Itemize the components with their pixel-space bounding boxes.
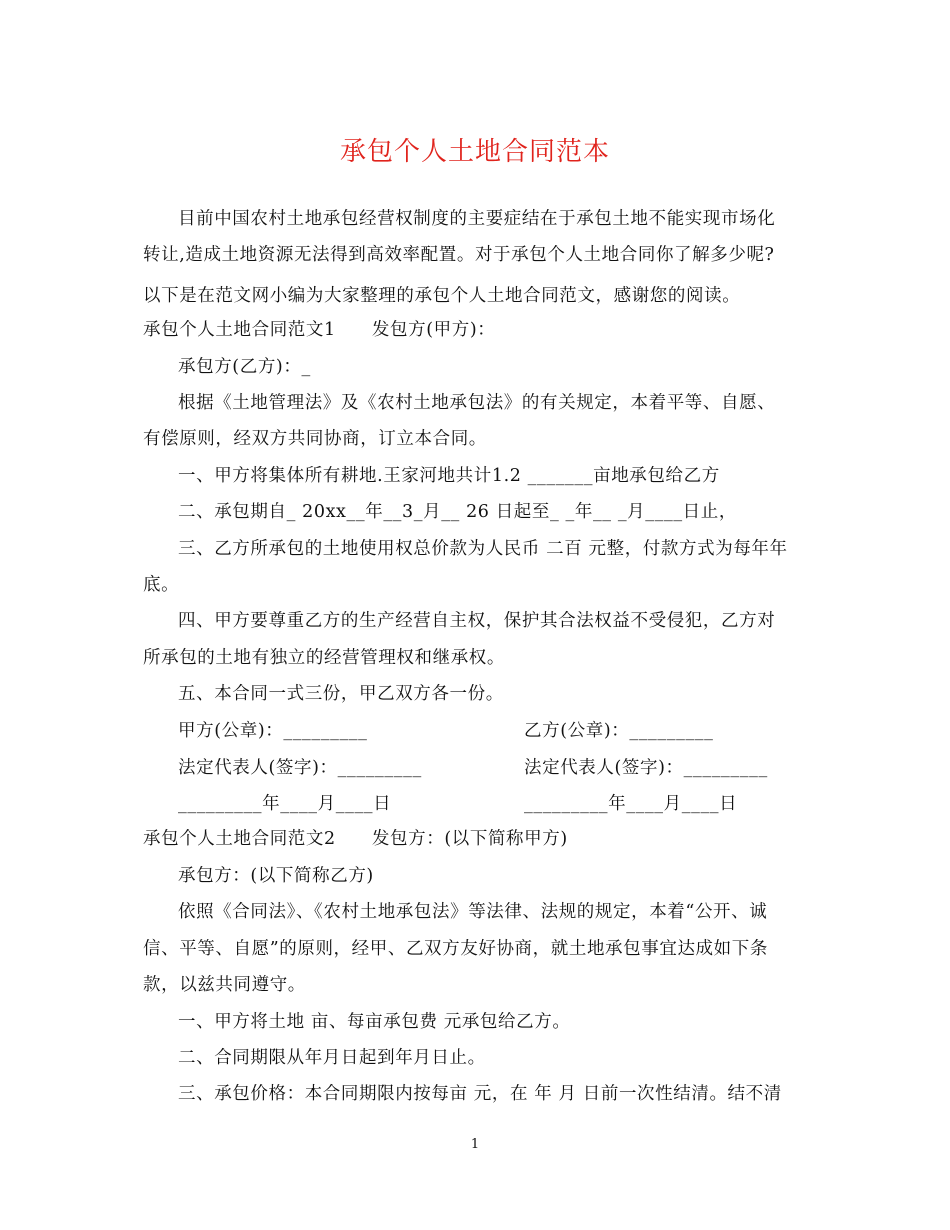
clause-line: 底。 <box>143 575 180 595</box>
paragraph-line: 承包方(乙方)：_ <box>178 357 311 377</box>
paragraph-line: 款，以兹共同遵守。 <box>143 975 306 995</box>
signature-party-b-date: _________年____月____日 <box>524 794 738 814</box>
paragraph-line: 以下是在范文网小编为大家整理的承包个人土地合同范文，感谢您的阅读。 <box>143 286 741 306</box>
clause-line: 三、乙方所承包的土地使用权总价款为人民币 二百 元整，付款方式为每年年 <box>178 539 788 559</box>
clause-line: 二、合同期限从年月日起到年月日止。 <box>178 1048 486 1068</box>
section-heading-line: 承包个人土地合同范文2 发包方：(以下简称甲方) <box>143 829 568 849</box>
paragraph-line: 根据《土地管理法》及《农村土地承包法》的有关规定，本着平等、自愿、 <box>178 393 776 413</box>
clause-line: 一、甲方将集体所有耕地.王家河地共计1.2 _______亩地承包给乙方 <box>178 466 720 486</box>
paragraph-line: 依照《合同法》、《农村土地承包法》等法律、法规的规定，本着“公开、诚 <box>178 902 768 922</box>
signature-party-a-representative: 法定代表人(签字)：_________ <box>178 758 422 778</box>
section-heading-line: 承包个人土地合同范文1 发包方(甲方)： <box>143 320 496 340</box>
clause-line: 一、甲方将土地 亩、每亩承包费 元承包给乙方。 <box>178 1012 571 1032</box>
signature-party-a-date: _________年____月____日 <box>178 794 392 814</box>
clause-line: 五、本合同一式三份，甲乙双方各一份。 <box>178 684 504 704</box>
signature-party-b-seal: 乙方(公章)：_________ <box>524 721 714 741</box>
clause-line: 二、承包期自_ 20xx__年__3_月__ 26 日起至_ _年__ _月____日止， <box>178 502 737 522</box>
signature-party-a-seal: 甲方(公章)：_________ <box>178 721 368 741</box>
paragraph-line: 有偿原则，经双方共同协商，订立本合同。 <box>143 429 487 449</box>
signature-party-b-representative: 法定代表人(签字)：_________ <box>524 758 768 778</box>
paragraph-line: 目前中国农村土地承包经营权制度的主要症结在于承包土地不能实现市场化 <box>178 209 776 229</box>
paragraph-line: 转让,造成土地资源无法得到高效率配置。对于承包个人土地合同你了解多少呢? <box>143 245 775 265</box>
clause-line: 三、承包价格：本合同期限内按每亩 元，在 年 月 日前一次性结清。结不清 <box>178 1084 782 1104</box>
clause-line: 四、甲方要尊重乙方的生产经营自主权，保护其合法权益不受侵犯，乙方对 <box>178 611 776 631</box>
page-number: 1 <box>470 1137 480 1152</box>
paragraph-line: 信、平等、自愿”的原则，经甲、乙双方友好协商，就土地承包事宜达成如下条 <box>143 939 768 959</box>
paragraph-line: 承包方：(以下简称乙方) <box>178 866 374 886</box>
document-title: 承包个人土地合同范本 <box>339 137 610 167</box>
clause-line: 所承包的土地有独立的经营管理权和继承权。 <box>143 648 505 668</box>
